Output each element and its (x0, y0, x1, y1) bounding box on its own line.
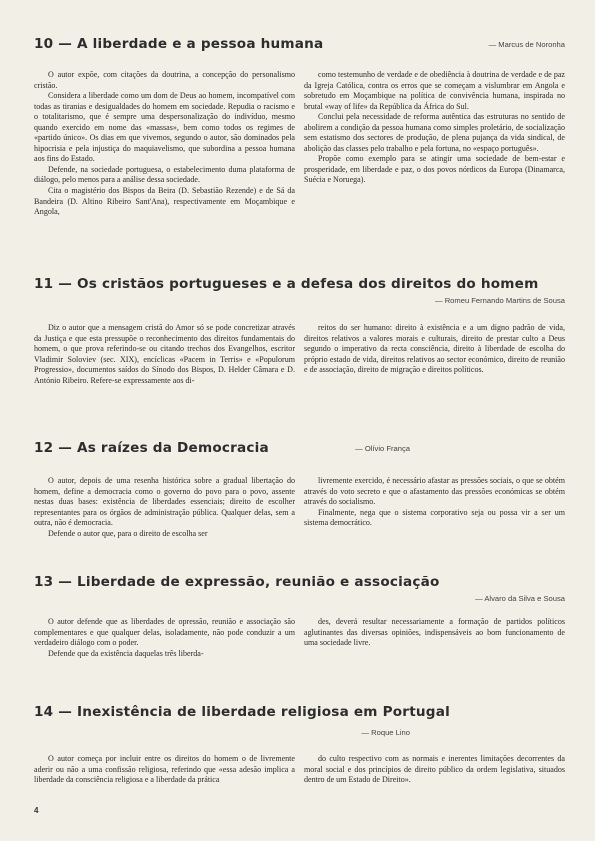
section-author: — Olívio França (355, 444, 410, 453)
right-column (304, 617, 565, 659)
paragraph: des, deverá resultar necessariamente a formação de partidos políticos aglutinantes das diversas opiniões, indispensáveis ao bom funcionamento de uma sociedade livre. (304, 617, 565, 648)
section-10 (34, 36, 565, 218)
section-author: — Alvaro da Silva e Sousa (475, 594, 565, 603)
section-title: 10 — A liberdade e a pessoa humana (34, 36, 324, 52)
section-title: 12 — As raízes da Democracia (34, 440, 269, 456)
section-author: — Roque Lino (361, 728, 410, 737)
section-13 (34, 574, 565, 659)
paragraph: do culto respectivo com as normais e inerentes limitações decorrentes da moral social e dos princípios de direito público da ordem legislativa, situados dentro de um Estado de Direito». (304, 754, 565, 785)
left-column (34, 617, 295, 659)
section-11 (34, 276, 565, 386)
section-columns (34, 754, 565, 786)
page-number: 4 (34, 806, 39, 815)
left-column (34, 70, 295, 218)
section-columns (34, 70, 565, 218)
paragraph: Defende, na sociedade portuguesa, o estabelecimento duma plataforma de diálogo, pelo menos para a análise dessa sociedade. (34, 164, 295, 185)
paragraph: livremente exercido, é necessário afastar as pressões sociais, o que se obtém através do voto secreto e que o afastamento das pressões económicas se obtém através do socialismo. (304, 476, 565, 507)
left-column (34, 754, 295, 786)
section-title: 13 — Liberdade de expressão, reunião e associação (34, 574, 440, 590)
right-column (304, 754, 565, 786)
section-columns (34, 617, 565, 659)
paragraph: O autor começa por incluir entre os direitos do homem o de livremente aderir ou não a uma confissão religiosa, referindo que «essa adesão implica a liberdade da consciência religiosa e a liberdade da prática (34, 754, 295, 785)
left-column (34, 476, 295, 539)
section-author: — Marcus de Noronha (488, 40, 565, 49)
paragraph: O autor expõe, com citações da doutrina, a concepção do personalismo cristão. (34, 70, 295, 90)
paragraph: reitos do ser humano: direito à existência e a um digno padrão de vida, direitos relativos a valores morais e culturais, direito de prestar culto a Deus segundo o imperativo da recta consciência, direito à liberdade de escolha do próprio estado de vida, direitos relativos ao sector económico, direito de reunião e de associação, direito de migração e direitos políticos. (304, 323, 565, 375)
paragraph: O autor, depois de uma resenha histórica sobre a gradual libertação do homem, define a democracia como o governo do povo para o povo, assente nestas duas bases: existência de liberdades essenciais; direito de escolher representantes para os órgãos de administração pública. Qualquer delas, sem a outra, não é democracia. (34, 476, 295, 528)
section-title: 14 — Inexistência de liberdade religiosa em Portugal (34, 704, 450, 720)
paragraph: Propõe como exemplo para se atingir uma sociedade de bem-estar e prosperidade, em liberdade e paz, o dos povos nórdicos da Europa (Dinamarca, Suécia e Noruega). (304, 154, 565, 185)
section-12 (34, 440, 565, 539)
paragraph: Conclui pela necessidade de reforma autêntica das estruturas no sentido de abolirem a condição da pessoa humana como simples proletário, de socialização sem estatismo dos sectores de produção, de plena pujança da vida sindical, de abolição das classes pelo trabalho e pela fortuna, no «espaço português». (304, 112, 565, 153)
section-title: 11 — Os cristãos portugueses e a defesa dos direitos do homem (34, 276, 539, 292)
paragraph: O autor defende que as liberdades de opressão, reunião e associação são complementares e que qualquer delas, isoladamente, não pode conduzir a um verdadeiro diálogo com o poder. (34, 617, 295, 648)
paragraph: como testemunho de verdade e de obediência à doutrina de verdade e de paz da Igreja Católica, contra os erros que se começam a vislumbrar em Angola e sobretudo em Moçambique na política de convivência humana, inspirada no brutal «way of life» da República da África do Sul. (304, 70, 565, 111)
right-column (304, 476, 565, 539)
right-column (304, 323, 565, 386)
section-author: — Romeu Fernando Martins de Sousa (434, 296, 565, 305)
section-columns (34, 323, 565, 386)
right-column (304, 70, 565, 218)
section-14 (34, 704, 565, 786)
section-columns (34, 476, 565, 539)
paragraph: Diz o autor que a mensagem cristã do Amor só se pode concretizar através da Justiça e que esta pressupõe o reconhecimento dos direitos fundamentais do homem, o que prova referindo-se ou citando trechos dos Evangelhos, escritor Vladimir Soloviev (sec. XIX), encíclicas «Pacem in Terris» e «Populorum Progressio», documentos saídos do Sínodo dos Bispos, D. Helder Câmara e D. António Ribeiro. Refere-se expressamente aos di- (34, 323, 295, 385)
paragraph: Defende o autor que, para o direito de escolha ser (48, 528, 208, 538)
paragraph: Finalmente, nega que o sistema corporativo seja ou possa vir a ser um sistema democrático. (304, 507, 565, 528)
paragraph: Defende que da existência daquelas três liberda- (48, 648, 204, 658)
paragraph: Cita o magistério dos Bispos da Beira (D. Sebastião Rezende) e de Sá da Bandeira (D. Altino Ribeiro Sant'Ana), respectivamente em Moçambique e Angola, (34, 186, 295, 217)
left-column (34, 323, 295, 386)
paragraph: Considera a liberdade como um dom de Deus ao homem, incompatível com todas as tiranias e desigualdades do homem em sociedade. Repudia o racismo e o totalitarismo, que é sempre uma despersonalização do indivíduo, mesmo quando exercido em nome das «massas», bem como todos os regimes de «partido único». Os dias em que vivemos, segundo o autor, são dominados pela hipocrisia e pela injustiça do maquiavelismo, que subordina a pessoa humana aos fins do Estado. (34, 91, 295, 164)
